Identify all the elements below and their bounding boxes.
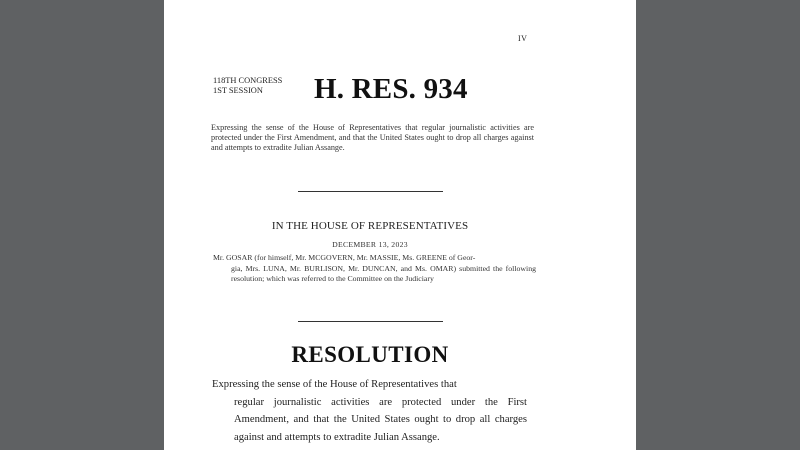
document-page [164,0,636,450]
introduction-date: DECEMBER 13, 2023 [332,240,408,249]
chamber-heading: IN THE HOUSE OF REPRESENTATIVES [271,220,469,232]
divider-rule-top [298,191,443,192]
sponsor-continuation: gia, Mrs. LUNA, Mr. BURLISON, Mr. DUNCAN, and Ms. OMAR) submitted the following resolution; which was referred to the Committee on the Judiciary [231,263,536,283]
sponsor-statement [213,253,536,285]
sponsor-first-line: Mr. GOSAR (for himself, Mr. MCGOVERN, Mr. MASSIE, Ms. GREENE of Geor- [213,253,476,262]
resolution-continuation: regular journalistic activities are protected under the First Amendment, and that the United States ought to drop all charges against and attempts to extradite Julian Assange. [234,396,527,443]
divider-rule-bottom [298,321,443,322]
resolution-title: Expressing the sense of the House of Representatives that regular journalistic activities are protected under the First Amendment, and that the United States ought to drop all charges against and attempts to extradite Julian Assange. [211,123,534,152]
page-marker: IV [518,34,528,43]
resolution-first-line: Expressing the sense of the House of Representatives that [212,379,457,390]
resolution-preamble [212,376,527,446]
congress-session [213,76,282,95]
congress-label: 118TH CONGRESS [213,76,283,85]
session-label: 1ST SESSION [213,85,263,95]
resolution-heading: RESOLUTION [291,342,449,367]
bill-number: H. RES. 934 [314,73,468,105]
